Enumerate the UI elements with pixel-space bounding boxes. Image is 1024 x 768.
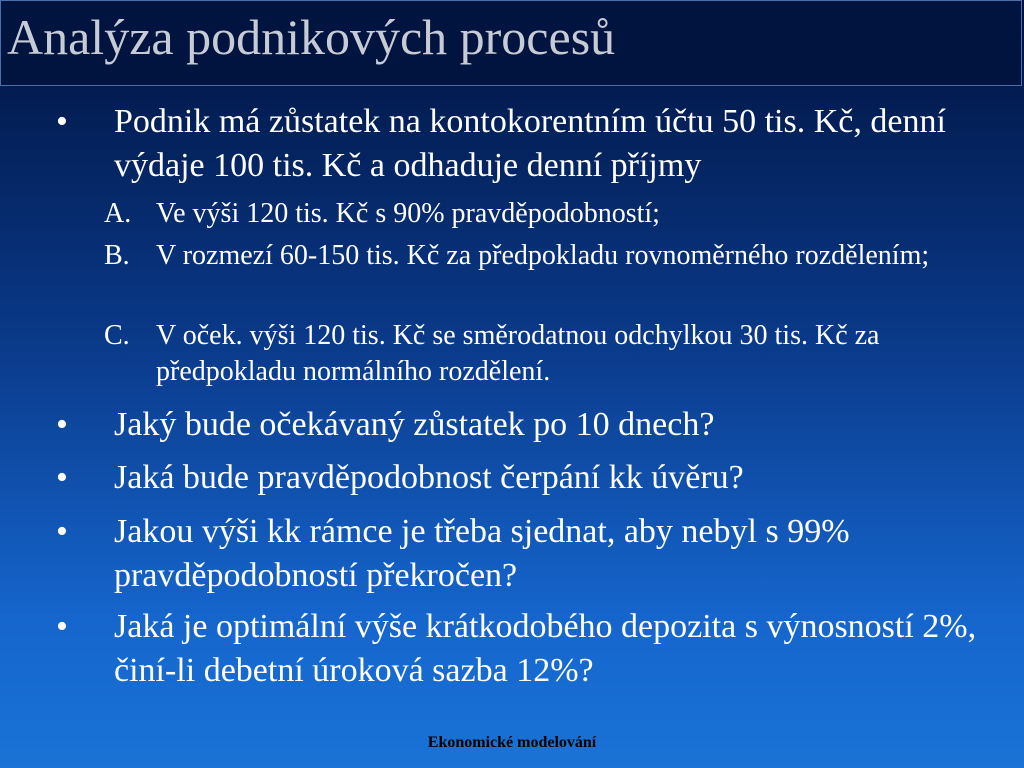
bullet-icon: •	[56, 459, 68, 496]
sub-item-letter: B.	[104, 240, 130, 271]
sub-item-text: V oček. výši 120 tis. Kč se směrodatnou odchylkou 30 tis. Kč za předpokladu normálního rozdělení.	[156, 320, 880, 387]
footer-text: Ekonomické modelování	[427, 734, 597, 751]
sub-item-letter: A.	[104, 198, 132, 229]
sub-item-text: V rozmezí 60-150 tis. Kč za předpokladu rovnoměrného rozdělením;	[156, 240, 930, 271]
bullet-text: Jaký bude očekávaný zůstatek po 10 dnech?	[114, 406, 715, 443]
slide-title: Analýza podnikových procesů	[7, 9, 616, 65]
bullet-text: Podnik má zůstatek na kontokorentním účtu 50 tis. Kč, denní výdaje 100 tis. Kč a odhaduje denní příjmy	[114, 103, 946, 184]
bullet-icon: •	[56, 608, 68, 645]
bullet-icon: •	[56, 513, 68, 550]
bullet-icon: •	[56, 103, 68, 140]
sub-item-letter: C.	[104, 320, 130, 351]
bullet-text: Jaká bude pravděpodobnost čerpání kk úvěru?	[114, 459, 744, 496]
bullet-text: Jakou výši kk rámce je třeba sjednat, aby nebyl s 99% pravděpodobností překročen?	[114, 513, 850, 594]
title-bar	[0, 0, 1022, 86]
sub-item-text: Ve výši 120 tis. Kč s 90% pravděpodobností;	[156, 198, 660, 229]
bullet-text: Jaká je optimální výše krátkodobého depozita s výnosností 2%, činí-li debetní úroková sazba 12%?	[114, 608, 977, 689]
bullet-icon: •	[56, 406, 68, 443]
